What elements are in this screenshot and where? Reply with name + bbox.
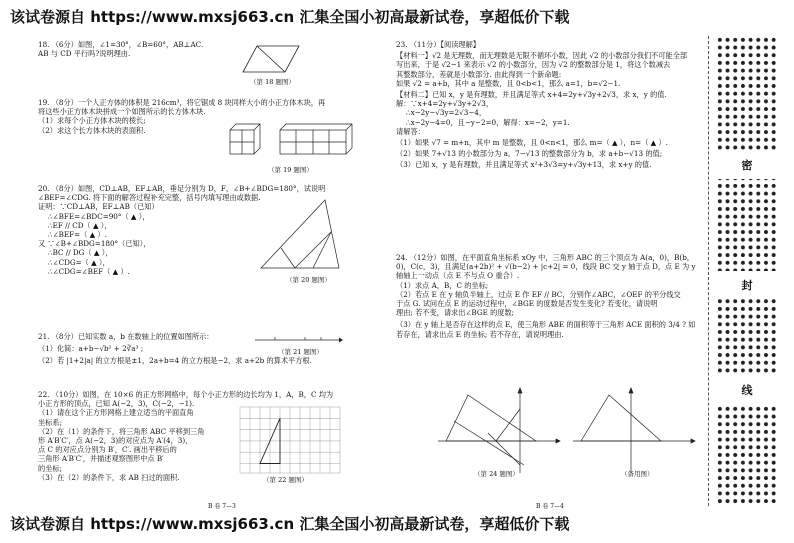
q24-caption: （第 24 题图） xyxy=(474,470,519,478)
q23-line-4: 其整数部分，差就是小数部分. 由此得到一个新命题: xyxy=(396,69,562,79)
q24-line-8: （3）在 y 轴上是否存在这样的点 E，使三角形 ABE 的面积等于三角形 ACE 面积的 3/4 ? 如 xyxy=(396,320,696,330)
q18-figure xyxy=(233,40,308,80)
seal-sidebar xyxy=(716,36,778,506)
q24-backup-caption: （备用图） xyxy=(621,470,654,478)
q23-line-5: 如果 √2 = a+b，其中 a 是整数，且 0<b<1，那么 a=1，b=√2−1. xyxy=(396,78,621,88)
q20-line-5: ∴EF // CD（ ▲ ）， xyxy=(48,220,112,230)
q23-line-6: 【材料二】已知 x，y 是有理数，并且满足等式 x+4=2y+√3y+2√3，求 x，y 的值. xyxy=(396,90,667,100)
left-page-number: B 卷 7—3 xyxy=(208,503,236,510)
q24-line-2: 0)，C(c，3)，且满足(a+2b)² + √(b−2) + |c+2| = 0，线段 BC 交 y 轴于点 D，点 E 为 y xyxy=(396,262,696,272)
bottom-source-banner: 该试卷源自 https://www.mxsj663.cn 汇集全国小初高最新试卷，享超低价下载 xyxy=(10,515,570,533)
q23-line-1: 23. （11分）【阅读理解】 xyxy=(396,40,480,49)
q18-line-2: AB 与 CD 平行吗?说明理由. xyxy=(38,49,131,59)
q24-figure xyxy=(436,385,561,475)
left-column xyxy=(38,40,383,510)
seal-dashed-line xyxy=(708,36,709,506)
q22-line-7: 点 C 的对应点分别为 B′，C′. 画出平移后的 xyxy=(38,445,177,455)
q23-line-3: 写出来，于是 √2−1 来表示 √2 的小数部分，因为 √2 的整数部分是 1，将这个数减去 xyxy=(396,60,671,70)
q22-line-8: 三角形 A′B′C′，并描述观察图形中点 B′ xyxy=(38,454,164,464)
question-23 xyxy=(396,40,706,170)
q19-figure xyxy=(228,122,358,162)
q19-line-2: 将这些小正方体木块拼成一个如图所示的长方体木块. xyxy=(38,107,206,117)
q23-line-9: ∴x−2y−4=0，且−y−2=0，解得：x=−2，y=1. xyxy=(406,117,570,127)
seal-label-feng: 封 xyxy=(716,271,778,299)
q20-line-10: ∴∠CDG=∠BEF（ ▲ ）. xyxy=(48,266,130,276)
right-page-number: B 卷 7—4 xyxy=(536,503,564,510)
q22-line-3: （1）请在这个正方形网格上建立适当的平面直角 xyxy=(38,408,194,418)
q20-line-1: 20. （8分）如图，CD⊥AB，EF⊥AB，垂足分别为 D，F，∠B+∠BDG=180°，试说明 xyxy=(38,184,326,193)
q19-line-1: 19. （8分）一个人正方体的体积是 216cm³，将它锯成 8 块同样大小的小正方体木块，再 xyxy=(38,98,326,107)
q24-backup-figure xyxy=(571,385,696,475)
q20-line-3: 证明：∵CD⊥AB，EF⊥AB（已知） xyxy=(38,202,159,212)
q19-line-4: （2）求这个长方体木块的表面积. xyxy=(38,125,146,135)
q19-line-3: （1）求每个小正方体木块的棱长; xyxy=(38,116,146,126)
q20-line-6: ∴∠BEF=（ ▲ ）. xyxy=(48,230,107,240)
q18-caption: （第 18 题图） xyxy=(250,78,295,86)
q24-line-3: 轴轴上一动点（点 E 不与点 O 重合）. xyxy=(396,271,520,281)
question-18 xyxy=(38,40,383,58)
q19-caption: （第 19 题图） xyxy=(268,166,313,174)
q22-line-5: （2）在（1）的条件下，将三角形 ABC 平移到三角 xyxy=(38,426,205,436)
q21-line-3: （2）若 |1+2|a| 的立方根是±1，2a+b=4 的立方根是−2，求 a+2b 的算术平方根. xyxy=(38,356,312,366)
q23-line-12: （2）如果 7+√13 的小数部分为 a，7−√13 的整数部分为 b，求 a+b−√13 的值; xyxy=(396,149,663,159)
q24-line-7: 理由; 若不变，请求出∠BGE 的度数; xyxy=(396,308,515,318)
q22-line-6: 形 A′B′C′，点 A(−2，3)的对应点为 A′(4，3)， xyxy=(38,436,193,446)
q23-line-10: 请解答： xyxy=(396,126,425,136)
q20-line-2: ∠BEF=∠CDG. 将下面的解答过程补充完整，括号内填写理由或数据. xyxy=(38,193,261,203)
seal-label-xian: 线 xyxy=(716,376,778,404)
q21-number-line xyxy=(253,332,343,346)
q20-line-7: 又 ∵∠B+∠BDG=180°（已知）， xyxy=(38,239,151,249)
q23-line-11: （1）如果 √7 = m+n，其中 m 是整数，且 0<n<1，那么 m=（ ▲ ），n=（ ▲ ）. xyxy=(396,138,668,148)
q20-line-9: ∴∠CDG=（ ▲ ）， xyxy=(48,257,110,267)
q22-line-10: （3）在（2）的条件下，求 AB 扫过的面积. xyxy=(38,472,180,482)
q21-line-1: 21. （8分）已知实数 a，b 在数轴上的位置如图所示： xyxy=(38,332,214,341)
right-column xyxy=(396,40,706,510)
q22-line-4: 坐标系; xyxy=(38,417,62,427)
q22-grid-figure xyxy=(238,405,343,475)
q21-caption: （第 21 题图） xyxy=(278,348,323,356)
q24-line-6: 于点 G. 试问在点 E 的运动过程中，∠BGE 的度数是否发生变化? 若变化，请说明 xyxy=(396,299,658,309)
q23-line-13: （3）已知 x，y 是有理数，并且满足等式 x²+3√3=y+√3y+13，求 x+y 的值. xyxy=(396,160,652,170)
q22-line-1: 22. （10分）如图，在 10×6 的正方形网格中，每个小正方形的边长均为 1，A，B，C 均为 xyxy=(38,390,334,399)
q24-line-9: 若存在，请求出点 E 的坐标; 若不存在，请说明理由. xyxy=(396,329,564,339)
q23-line-7: 解：∵x+4=2y+√3y+2√3， xyxy=(396,99,494,109)
q22-line-9: 的坐标; xyxy=(38,463,62,473)
q24-line-1: 24. （12分）如图，在平面直角坐标系 xOy 中，三角形 ABC 的三个顶点为 A(a，0)，B(b， xyxy=(396,253,694,262)
q22-caption: （第 22 题图） xyxy=(263,476,308,484)
q20-figure xyxy=(253,196,348,276)
q21-line-2: （1）化简：a+b−√b² + 2∛a³ ; xyxy=(38,344,144,354)
q23-line-8: ∴x−2y−√3y=2√3−4， xyxy=(406,108,487,118)
seal-label-mi: 密 xyxy=(716,151,778,179)
q18-line-1: 18. （6分）如图，∠1=30°，∠B=60°，AB⊥AC. xyxy=(38,40,204,49)
q24-line-4: （1）求点 A，B，C 的坐标; xyxy=(396,280,489,290)
q22-line-2: 小正方形的顶点，已知 A(−2，3)，C(−2，−1). xyxy=(38,399,195,409)
question-24 xyxy=(396,253,706,339)
q23-line-2: 【材料一】√2 是无理数，而无理数是无限不循环小数，因此 √2 的小数部分我们不可能全部 xyxy=(396,51,688,61)
top-source-banner: 该试卷源自 https://www.mxsj663.cn 汇集全国小初高最新试卷，享超低价下载 xyxy=(10,8,570,26)
q20-line-4: ∴∠BFE=∠BDC=90°（ ▲ ）， xyxy=(48,211,150,221)
q20-line-8: ∴BC // DG（ ▲ ）， xyxy=(48,248,113,258)
q24-line-5: （2）若点 E 在 y 轴负半轴上，过点 E 作 EF // BC，分别作∠ABC，∠OEF 的平分线交 xyxy=(396,289,681,299)
q20-caption: （第 20 题图） xyxy=(286,276,331,284)
